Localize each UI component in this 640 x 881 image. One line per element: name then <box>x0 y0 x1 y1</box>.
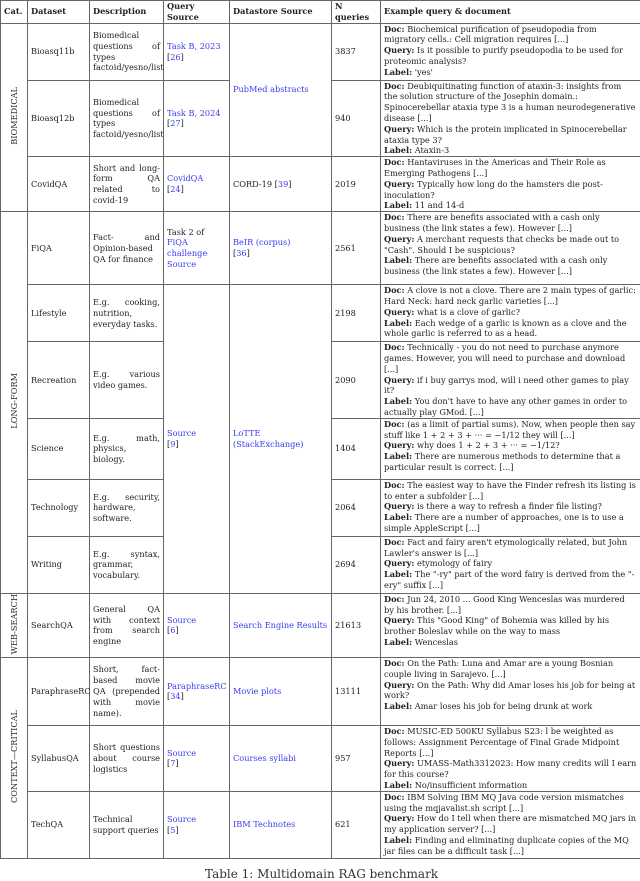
example-label-text: There are numerous methods to determine that a particular result is correct. [...] <box>384 451 620 472</box>
example-label-prefix: Label: <box>384 637 412 647</box>
example-doc <box>384 658 637 680</box>
header-description: Description <box>90 1 164 24</box>
example-cell <box>381 342 640 419</box>
example-query-text: etymology of fairy <box>417 558 492 568</box>
citation-link[interactable]: 24 <box>170 184 180 194</box>
example-label <box>384 637 637 648</box>
datastore-source-cell <box>230 285 332 594</box>
example-label <box>384 145 637 156</box>
query-source-link[interactable]: Task B, 2024 <box>167 108 221 118</box>
example-doc-text: (as a limit of partial sums). Now, when people then say stuff like 1 + 2 + 3 + ··· = −1/12 they will [...] <box>384 419 635 440</box>
example-label <box>384 255 637 277</box>
example-label-prefix: Label: <box>384 569 412 579</box>
example-label-text: 11 and 14-d <box>415 200 464 210</box>
category-label: BIOMEDICAL <box>9 87 20 145</box>
dataset-description: Technical support queries <box>90 791 164 858</box>
citation-link[interactable]: 5 <box>170 825 175 835</box>
n-queries: 2198 <box>332 285 381 342</box>
datastore-source-cell <box>230 657 332 725</box>
example-label-text: Amar loses his job for being drunk at work <box>415 701 593 711</box>
dataset-description: E.g. syntax, grammar, vocabulary. <box>90 536 164 593</box>
header-example: Example query & document <box>381 1 640 24</box>
category-label: CONTEXT—CRITICAL <box>9 710 20 803</box>
example-label-text: Each wedge of a garlic is known as a clove and the whole garlic is referred to as a head. <box>384 318 627 339</box>
example-query <box>384 440 637 451</box>
example-cell <box>381 212 640 285</box>
example-label-text: You don't have to have any other games in order to actually play GMod. [...] <box>384 396 627 417</box>
dataset-name: Lifestyle <box>28 285 90 342</box>
example-cell <box>381 80 640 157</box>
header-datastore-source: Datastore Source <box>230 1 332 24</box>
example-doc-prefix: Doc: <box>384 537 405 547</box>
category-cell <box>1 593 28 657</box>
example-doc-text: MUSIC-ED 500KU Syllabus S23: l be weighted as follows: Assignment Percentage of Final Grade Midpoint Reports [...] <box>384 726 619 758</box>
query-source-link[interactable]: Task B, 2023 <box>167 41 221 51</box>
example-query-text: why does 1 + 2 + 3 + ··· = −1/12? <box>417 440 560 450</box>
example-label-prefix: Label: <box>384 255 412 265</box>
n-queries: 2090 <box>332 342 381 419</box>
dataset-description: E.g. cooking, nutrition, everyday tasks. <box>90 285 164 342</box>
example-doc-prefix: Doc: <box>384 81 405 91</box>
dataset-name: Technology <box>28 479 90 536</box>
example-doc-text: Fact and fairy aren't etymologically related, but John Lawler's answer is [...] <box>384 537 627 558</box>
query-source-cell: Source [5] <box>164 791 230 858</box>
example-query <box>384 758 637 780</box>
example-query-prefix: Query: <box>384 440 414 450</box>
example-query-text: This "Good King" of Bohemia was killed by his brother Boleslav while on the way to mass <box>384 615 609 636</box>
example-label <box>384 780 637 791</box>
example-query-prefix: Query: <box>384 307 414 317</box>
query-source-link[interactable]: Source <box>167 428 196 438</box>
example-label <box>384 200 637 211</box>
example-doc-prefix: Doc: <box>384 594 405 604</box>
example-query <box>384 45 637 67</box>
example-cell <box>381 725 640 791</box>
example-doc-prefix: Doc: <box>384 342 405 352</box>
example-label-prefix: Label: <box>384 145 412 155</box>
example-query <box>384 813 637 835</box>
example-doc-prefix: Doc: <box>384 285 405 295</box>
example-cell <box>381 23 640 80</box>
example-doc-text: The easiest way to have the Finder refresh its listing is to enter a subfolder [...] <box>384 480 636 501</box>
dataset-description: General QA with context from search engine <box>90 593 164 657</box>
table-row <box>1 593 640 657</box>
datastore-source-link[interactable]: Search Engine Results <box>233 620 327 630</box>
example-doc-prefix: Doc: <box>384 24 405 34</box>
example-query-text: UMASS-Math3312023: How many credits will I earn for this course? <box>384 758 636 779</box>
header-n-queries: N queries <box>332 1 381 24</box>
table-row <box>1 791 640 858</box>
example-query <box>384 501 637 512</box>
dataset-name: Science <box>28 418 90 479</box>
example-doc-prefix: Doc: <box>384 480 405 490</box>
example-label-prefix: Label: <box>384 67 412 77</box>
example-query-text: A merchant requests that checks be made out to "Cash". Should I be suspicious? <box>384 234 619 255</box>
example-cell <box>381 657 640 725</box>
example-doc-prefix: Doc: <box>384 157 405 167</box>
example-doc-text: There are benefits associated with a cash only business (the link states a few). However [...] <box>384 212 600 233</box>
example-label-text: Ataxin-3 <box>415 145 449 155</box>
example-doc-text: Deubiquitinating function of ataxin-3: insights from the solution structure of the Josephin domain.: Spinocerebellar ataxia type 3 is a human neurodegenerative disease [...] <box>384 81 635 123</box>
example-doc-text: IBM Solving IBM MQ Java code version mismatches using the mqjavalist.sh script [...] <box>384 792 624 813</box>
table-row <box>1 212 640 285</box>
dataset-description: Short, fact-based movie QA (prepended with movie name). <box>90 657 164 725</box>
query-source-link[interactable]: Source <box>167 615 196 625</box>
example-label <box>384 701 637 712</box>
example-label-prefix: Label: <box>384 780 412 790</box>
example-query-text: what is a clove of garlic? <box>417 307 520 317</box>
dataset-description: Short questions about course logistics <box>90 725 164 791</box>
datastore-source-link[interactable]: PubMed abstracts <box>233 84 309 94</box>
query-source-cell <box>164 212 230 285</box>
dataset-description: E.g. various video games. <box>90 342 164 419</box>
query-source-cell: Source [9] <box>164 285 230 594</box>
datastore-source-cell <box>230 593 332 657</box>
n-queries: 3837 <box>332 23 381 80</box>
example-query <box>384 124 637 146</box>
example-doc <box>384 81 637 124</box>
n-queries: 13111 <box>332 657 381 725</box>
citation-link[interactable]: 34 <box>170 691 180 701</box>
category-label: LONG-FORM <box>9 373 20 429</box>
example-query-prefix: Query: <box>384 680 414 690</box>
n-queries: 2019 <box>332 157 381 212</box>
example-cell <box>381 157 640 212</box>
datastore-source-link[interactable]: IBM Technotes <box>233 819 295 829</box>
example-doc <box>384 342 637 374</box>
example-doc <box>384 24 637 46</box>
example-doc <box>384 537 637 559</box>
citation-link[interactable]: 39 <box>278 179 288 189</box>
category-cell <box>1 212 28 594</box>
query-source-link[interactable]: Source <box>167 748 196 758</box>
dataset-name: Writing <box>28 536 90 593</box>
example-label-text: There are a number of approaches, one is to use a simple AppleScript [...] <box>384 512 624 533</box>
example-query-text: On the Path: Why did Amar loses his job for being at work? <box>384 680 635 701</box>
query-source-link[interactable]: ParaphraseRC <box>167 681 227 691</box>
example-cell <box>381 593 640 657</box>
example-cell <box>381 791 640 858</box>
dataset-name: Bioasq12b <box>28 80 90 157</box>
example-doc-text: Technically - you do not need to purchase anymore games. However, you will need to purchase and download [...] <box>384 342 625 374</box>
example-label-text: The "-ry" part of the word fairy is derived from the "-ery" suffix [...] <box>384 569 634 590</box>
citation-link[interactable]: 26 <box>170 52 180 62</box>
example-doc <box>384 157 637 179</box>
example-label <box>384 67 637 78</box>
example-doc-prefix: Doc: <box>384 212 405 222</box>
example-label-prefix: Label: <box>384 200 412 210</box>
query-source-link[interactable]: CovidQA <box>167 173 203 183</box>
example-label-text: Finding and eliminating duplicate copies of the MQ jar files can be a difficult task [...] <box>384 835 629 856</box>
example-doc-text: Jun 24, 2010 ... Good King Wenceslas was murdered by his brother. [...] <box>384 594 625 615</box>
example-query <box>384 307 637 318</box>
table-row <box>1 23 640 80</box>
example-label-prefix: Label: <box>384 701 412 711</box>
example-label-text: Wenceslas <box>415 637 458 647</box>
table-row <box>1 157 640 212</box>
dataset-description: Fact- and Opinion-based QA for finance <box>90 212 164 285</box>
query-source-cell: Source [7] <box>164 725 230 791</box>
example-doc <box>384 594 637 616</box>
dataset-name: TechQA <box>28 791 90 858</box>
n-queries: 940 <box>332 80 381 157</box>
example-cell <box>381 285 640 342</box>
example-query-text: Typically how long do the hamsters die post-inoculation? <box>384 179 603 200</box>
example-query <box>384 375 637 397</box>
dataset-description: E.g. math, physics, biology. <box>90 418 164 479</box>
query-source-cell: Source [6] <box>164 593 230 657</box>
category-cell <box>1 23 28 212</box>
example-doc <box>384 480 637 502</box>
example-query-prefix: Query: <box>384 45 414 55</box>
query-source-cell: Task B, 2023 [26] <box>164 23 230 80</box>
example-label-text: No/insufficient information <box>415 780 527 790</box>
example-doc-text: Biochemical purification of pseudopodia from migratory cells.: Cell migration requires [...] <box>384 24 597 45</box>
datastore-source-cell <box>230 791 332 858</box>
example-label <box>384 318 637 340</box>
example-cell <box>381 418 640 479</box>
table-caption: Table 1: Multidomain RAG benchmark <box>205 867 640 881</box>
datastore-source-cell <box>230 23 332 157</box>
query-source-cell: CovidQA [24] <box>164 157 230 212</box>
query-source-cell: Task B, 2024 [27] <box>164 80 230 157</box>
example-label-prefix: Label: <box>384 318 412 328</box>
example-query-prefix: Query: <box>384 501 414 511</box>
example-doc-prefix: Doc: <box>384 658 405 668</box>
example-doc <box>384 285 637 307</box>
example-query-prefix: Query: <box>384 124 414 134</box>
citation-link[interactable]: 27 <box>170 118 180 128</box>
header-cat: Cat. <box>1 1 28 24</box>
n-queries: 621 <box>332 791 381 858</box>
example-query-text: How do I tell when there are mismatched MQ jars in my application server? [...] <box>384 813 636 834</box>
example-query <box>384 680 637 702</box>
example-query-prefix: Query: <box>384 375 414 385</box>
dataset-name: ParaphraseRC <box>28 657 90 725</box>
datastore-source-cell: CORD-19 [39] <box>230 157 332 212</box>
example-cell <box>381 536 640 593</box>
example-doc <box>384 726 637 758</box>
example-query-prefix: Query: <box>384 615 414 625</box>
example-doc-prefix: Doc: <box>384 419 405 429</box>
example-label <box>384 396 637 418</box>
n-queries: 1404 <box>332 418 381 479</box>
dataset-name: FiQA <box>28 212 90 285</box>
example-doc-text: Hantaviruses in the Americas and Their Role as Emerging Pathogens [...] <box>384 157 606 178</box>
n-queries: 21613 <box>332 593 381 657</box>
datastore-source-link[interactable]: LoTTE (StackExchange) <box>233 428 303 449</box>
category-label: WEB-SEARCH <box>9 594 20 654</box>
query-source-link[interactable]: Source <box>167 814 196 824</box>
example-query <box>384 234 637 256</box>
example-query-text: is there a way to refresh a finder file listing? <box>417 501 602 511</box>
dataset-name: Bioasq11b <box>28 23 90 80</box>
dataset-name: SearchQA <box>28 593 90 657</box>
datastore-source-cell: BeIR (corpus) [36] <box>230 212 332 285</box>
example-label-prefix: Label: <box>384 835 412 845</box>
table-row <box>1 657 640 725</box>
dataset-description: Short and long-form QA related to covid-19 <box>90 157 164 212</box>
table-row <box>1 285 640 342</box>
dataset-name: CovidQA <box>28 157 90 212</box>
example-query-prefix: Query: <box>384 558 414 568</box>
example-query-text: Is it possible to purify pseudopodia to be used for proteomic analysis? <box>384 45 623 66</box>
n-queries: 2694 <box>332 536 381 593</box>
n-queries: 2561 <box>332 212 381 285</box>
example-query-prefix: Query: <box>384 234 414 244</box>
example-doc-text: A clove is not a clove. There are 2 main types of garlic: Hard Neck: hard neck garlic varieties [...] <box>384 285 636 306</box>
n-queries: 2064 <box>332 479 381 536</box>
query-source-cell: ParaphraseRC [34] <box>164 657 230 725</box>
example-label-prefix: Label: <box>384 512 412 522</box>
datastore-source-text: CORD-19 <box>233 179 272 189</box>
citation-link[interactable]: 6 <box>170 625 175 635</box>
example-label <box>384 512 637 534</box>
example-doc-prefix: Doc: <box>384 726 405 736</box>
example-query-text: if i buy garrys mod, will i need other games to play it? <box>384 375 629 396</box>
example-doc-prefix: Doc: <box>384 792 405 802</box>
dataset-description: Biomedical questions of types factoid/yesno/list <box>90 23 164 80</box>
example-label-prefix: Label: <box>384 396 412 406</box>
header-dataset: Dataset <box>28 1 90 24</box>
example-doc <box>384 792 637 814</box>
datastore-source-link[interactable]: Movie plots <box>233 686 281 696</box>
example-query <box>384 615 637 637</box>
header-query-source: Query Source <box>164 1 230 24</box>
dataset-description: E.g. security, hardware, software. <box>90 479 164 536</box>
example-label-prefix: Label: <box>384 451 412 461</box>
dataset-name: Recreation <box>28 342 90 419</box>
example-doc <box>384 419 637 441</box>
example-doc <box>384 212 637 234</box>
example-label-text: 'yes' <box>415 67 433 77</box>
example-label <box>384 835 637 857</box>
n-queries: 957 <box>332 725 381 791</box>
query-source-prefix: Task 2 of <box>167 227 204 237</box>
citation-link[interactable]: 36 <box>236 248 246 258</box>
citation-link[interactable]: 7 <box>170 758 175 768</box>
example-query-text: Which is the protein implicated in Spinocerebellar ataxia type 3? <box>384 124 627 145</box>
table-row <box>1 725 640 791</box>
example-cell <box>381 479 640 536</box>
example-query <box>384 179 637 201</box>
example-query-prefix: Query: <box>384 179 414 189</box>
example-query <box>384 558 637 569</box>
example-label <box>384 569 637 591</box>
example-query-prefix: Query: <box>384 758 414 768</box>
example-label-text: There are benefits associated with a cash only business (the link states a few). However [...] <box>384 255 607 276</box>
header-row <box>1 1 640 24</box>
category-cell <box>1 657 28 858</box>
example-doc-text: On the Path: Luna and Amar are a young Bosnian couple living in Sarajevo. [...] <box>384 658 613 679</box>
example-query-prefix: Query: <box>384 813 414 823</box>
datastore-source-link[interactable]: Courses syllabi <box>233 753 296 763</box>
query-source-link[interactable]: FiQA challenge Source <box>167 237 207 269</box>
citation-link[interactable]: 9 <box>170 439 175 449</box>
example-label <box>384 451 637 473</box>
dataset-description: Biomedical questions of types factoid/yesno/list <box>90 80 164 157</box>
datastore-source-cell <box>230 725 332 791</box>
datastore-source-link[interactable]: BeIR (corpus) <box>233 237 290 247</box>
dataset-name: SyllabusQA <box>28 725 90 791</box>
